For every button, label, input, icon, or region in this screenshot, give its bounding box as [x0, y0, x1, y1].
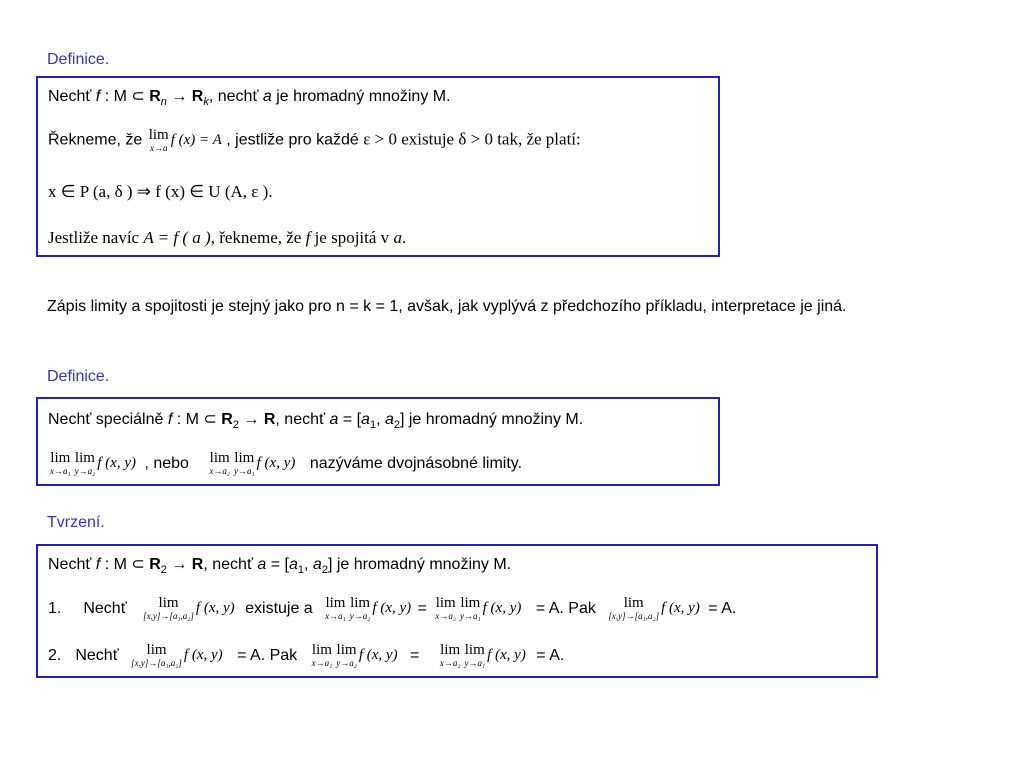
theorem-box	[36, 544, 878, 678]
theorem-item-1: 1. Nechť lim [x,y]→[a₁,a₂] f (x, y) existuje a lim x→a₁ lim y→a₂ f (x, y) = lim x→a₂ lim y→a₁ f (x, y) = A. Pak lim [x,y]→[a₁,a₂] f (x, y) = A.	[48, 595, 737, 621]
double-limit-2: lim x→a₂	[209, 450, 230, 476]
limit-expression: lim x→a	[148, 127, 169, 153]
definition-2-heading: Definice.	[47, 368, 110, 385]
definition-line-4: Jestliže navíc A = f ( a ), řekneme, že f je spojitá v a.	[48, 228, 407, 247]
theorem-line-1: Nechť f : M ⊂ $R_2 \to R$, nechť $a = [a_1$, $a_2$] je hromadný množiny M.	[48, 556, 512, 577]
definition-2-line-2: lim x→a₁ lim y→a₂ f (x, y) , nebo lim x→a₂ lim y→a₁ f (x, y) nazýváme dvojnásobné limity.	[50, 450, 523, 476]
definition-line-2: Řekneme, že lim x→a f (x) = A , jestliže pro každé ε > 0 existuje δ > 0 tak, že platí:	[48, 127, 581, 153]
definition-box	[36, 76, 720, 257]
explanation-paragraph: Zápis limity a spojitosti je stejný jako pro n = k = 1, avšak, jak vyplývá z předchozího příkladu, interpretace je jiná.	[47, 298, 847, 315]
definition-line-3: x ∈ P (a, δ ) ⇒ f (x) ∈ U (A, ε ).	[48, 182, 273, 201]
theorem-heading: Tvrzení.	[47, 514, 105, 531]
definition-2-box	[36, 397, 720, 486]
definition-line-1: Nechť f : M ⊂ $R_n \to R_k$, nechť a je hromadný množiny M.	[48, 88, 451, 109]
definition-2-line-1: Nechť speciálně f : M ⊂ $R_2 \to R$, nechť $a = [a_1$, $a_2$] je hromadný množiny M.	[48, 411, 584, 432]
double-limit-1: lim x→a₁	[50, 450, 71, 476]
theorem-item-2: 2. Nechť lim [x,y]→[a₁,a₂] f (x, y) = A. Pak lim x→a₁ lim y→a₂ f (x, y) = lim x→a₂ lim y→a₁ f (x, y) = A.	[48, 642, 565, 668]
definition-heading: Definice.	[47, 51, 110, 68]
